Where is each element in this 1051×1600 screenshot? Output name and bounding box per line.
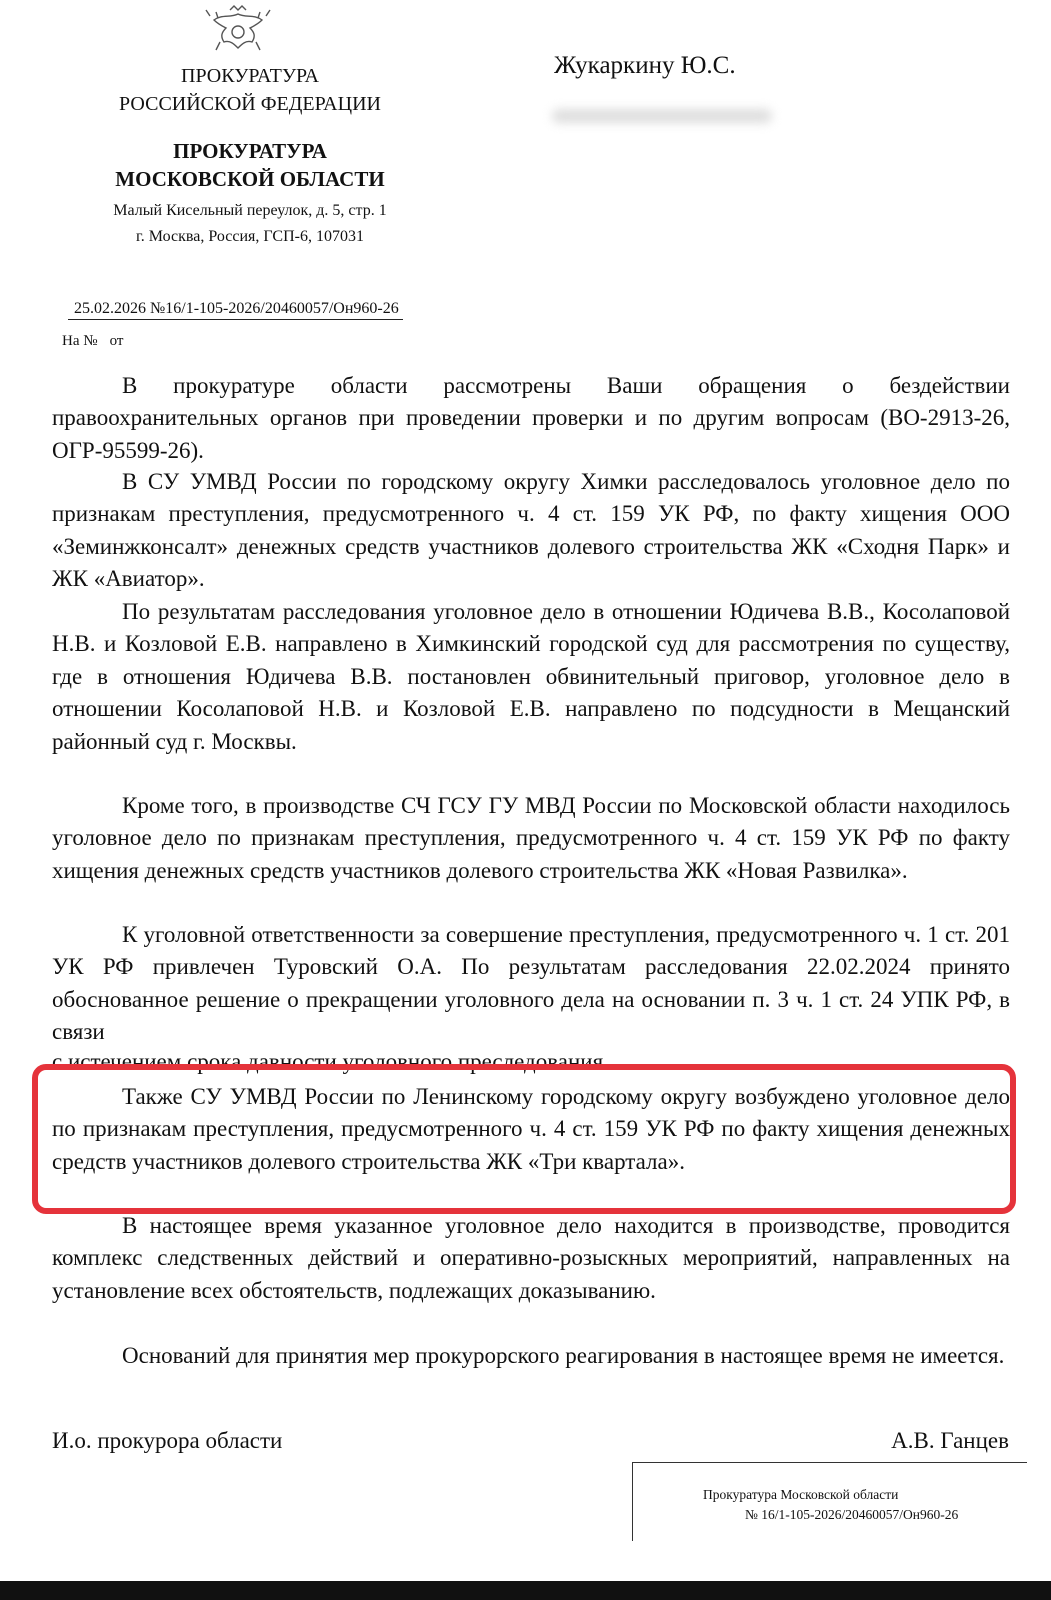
agency-name-line3: ПРОКУРАТУРА xyxy=(173,139,327,163)
reference-from: от xyxy=(109,333,124,349)
agency-name-line2: РОССИЙСКОЙ ФЕДЕРАЦИИ xyxy=(119,93,381,115)
recipient-name: Жукаркину Ю.С. xyxy=(554,52,736,79)
agency-name-regional xyxy=(60,137,440,193)
body-paragraph-8: Оснований для принятия мер прокурорского реагирования в настоящее время не имеется. xyxy=(122,1343,1005,1368)
stamp-organization: Прокуратура Московской области xyxy=(703,1487,899,1502)
body-paragraph-3: По результатам расследования уголовное дело в отношении Юдичева В.В., Косолаповой Н.В. и Козловой Е.В. направлено в Химкинский городской суд для рассмотрения по существу, где в отношения Юдичева В.В. постановлен обвинительный приговор, уголовное дело в отношении Косолаповой Н.В. и Козловой Е.В. направлено по подсудности в Мещанский районный суд г. Москвы. xyxy=(52,599,1010,754)
reference-prefix: На № xyxy=(62,333,98,349)
body-paragraph-1: В прокуратуре области рассмотрены Ваши обращения о бездействии правоохранительных органов при проведении проверки и по другим вопросам (ВО-2913-26, ОГР-95599-26). xyxy=(52,373,1010,463)
coat-of-arms-emblem-icon xyxy=(200,6,276,52)
agency-address xyxy=(60,198,440,250)
signer-name: А.В. Ганцев xyxy=(891,1428,1009,1453)
signer-position: И.о. прокурора области xyxy=(52,1428,283,1453)
registration-stamp xyxy=(632,1462,1027,1541)
stamp-number: № 16/1-105-2026/20460057/Он960-26 xyxy=(745,1507,959,1522)
highlight-frame xyxy=(32,1064,1016,1214)
address-line2: г. Москва, Россия, ГСП-6, 107031 xyxy=(136,228,364,245)
redacted-address xyxy=(552,109,772,123)
body-paragraph-4: Кроме того, в производстве СЧ ГСУ ГУ МВД России по Московской области находилось уголовное дело по признакам преступления, предусмотренного ч. 4 ст. 159 УК РФ по факту хищения денежных средств участников долевого строительства ЖК «Новая Развилка». xyxy=(52,793,1010,883)
address-line1: Малый Кисельный переулок, д. 5, стр. 1 xyxy=(113,202,387,219)
registration-date: 25.02.2026 xyxy=(74,300,146,317)
body-paragraph-highlighted: Также СУ УМВД России по Ленинскому городскому округу возбуждено уголовное дело по признакам преступления, предусмотренного ч. 4 ст. 159 УК РФ по факту хищения денежных средств участников долевого строительства ЖК «Три квартала». xyxy=(52,1084,1010,1174)
body-paragraph-5: К уголовной ответственности за совершение преступления, предусмотренного ч. 1 ст. 201 УК РФ привлечен Туровский О.А. По результатам расследования 22.02.2024 принято обоснованное решение о прекращении уголовного дела на основании п. 3 ч. 1 ст. 24 УПК РФ, в связи xyxy=(52,922,1010,1045)
agency-name-line1: ПРОКУРАТУРА xyxy=(181,65,319,87)
body-paragraph-5-tail: с истечением срока давности уголовного преследования. xyxy=(52,1049,609,1074)
agency-name-line4: МОСКОВСКОЙ ОБЛАСТИ xyxy=(115,167,385,191)
outgoing-registration-line xyxy=(68,300,403,320)
body-paragraph-7: В настоящее время указанное уголовное дело находится в производстве, проводится комплекс следственных действий и оперативно-розыскных мероприятий, направленных на установление всех обстоятельств, подлежащих доказыванию. xyxy=(52,1213,1010,1303)
incoming-reference-line xyxy=(62,333,123,350)
screen-bottom-bar xyxy=(0,1581,1051,1600)
agency-name-federal xyxy=(60,62,440,118)
registration-number: №16/1-105-2026/20460057/Он960-26 xyxy=(150,300,399,317)
body-paragraph-2: В СУ УМВД России по городскому округу Химки расследовалось уголовное дело по признакам преступления, предусмотренного ч. 4 ст. 159 УК РФ, по факту хищения ООО «Земинжконсалт» денежных средств участников долевого строительства ЖК «Сходня Парк» и ЖК «Авиатор». xyxy=(52,469,1010,592)
